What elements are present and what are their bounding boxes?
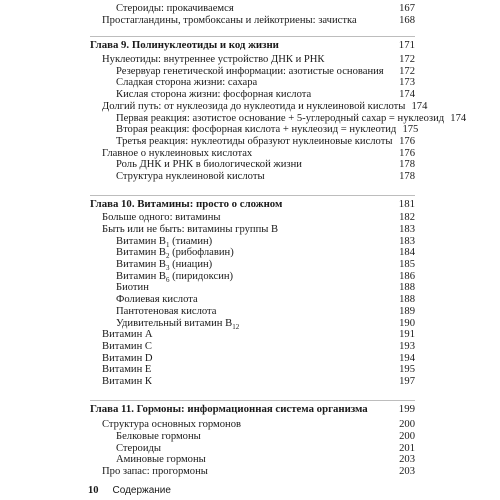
toc-entry-title: Простагландины, тромбоксаны и лейкотриены: зачистка <box>102 14 357 26</box>
toc-entry-page: 183 <box>399 235 415 247</box>
toc-entry-title: Витамин А <box>102 329 153 341</box>
toc-entry-page: 168 <box>399 14 415 26</box>
toc-entry <box>90 466 415 478</box>
toc-entry-page: 188 <box>399 282 415 294</box>
toc-entry <box>90 431 415 443</box>
toc-entry-page: 175 <box>402 124 419 136</box>
toc-entry-title: Биотин <box>116 282 149 294</box>
chapter-heading-11 <box>90 404 415 416</box>
toc-entry <box>90 159 415 171</box>
toc-entry <box>90 419 415 431</box>
toc-entry-page: 185 <box>399 259 415 271</box>
chapter-page: 199 <box>398 402 415 415</box>
toc-entry-title: Витамин С <box>102 340 152 352</box>
table-of-contents <box>90 0 467 478</box>
toc-entry <box>90 376 415 388</box>
toc-entry <box>90 443 415 455</box>
toc-entry-title: Фолиевая кислота <box>116 294 198 306</box>
toc-entry-page: 190 <box>399 317 415 329</box>
toc-entry-page: 174 <box>450 112 467 124</box>
chapter-heading-9 <box>90 40 415 52</box>
toc-entry-title: Витамин $B_2$ (рибофлавин) <box>116 247 234 261</box>
toc-entry-page: 189 <box>399 305 415 317</box>
toc-entry-page: 183 <box>399 224 415 235</box>
toc-entry <box>90 224 415 236</box>
chapter-title: Глава 11. Гормоны: информационная система организма <box>90 402 368 415</box>
toc-entry-page: 203 <box>399 466 415 478</box>
toc-entry-page: 197 <box>399 375 415 387</box>
toc-entry <box>90 329 415 341</box>
toc-entry-title: Белковые гормоны <box>116 431 201 442</box>
toc-entry <box>90 353 415 365</box>
toc-entry-page: 178 <box>399 159 415 171</box>
page-footer <box>88 485 171 496</box>
toc-entry-page: 176 <box>399 147 415 159</box>
toc-entry-page: 201 <box>399 442 415 454</box>
toc-entry <box>90 124 419 136</box>
toc-entry-title: Больше одного: витамины <box>102 212 221 224</box>
toc-entry-page: 186 <box>399 270 415 282</box>
toc-entry-page: 203 <box>399 454 415 466</box>
chapter-heading-10 <box>90 199 415 211</box>
toc-entry-page: 182 <box>399 212 415 224</box>
toc-entry-page: 172 <box>399 65 415 77</box>
chapter-title: Глава 9. Полинуклеотиды и код жизни <box>90 39 279 52</box>
toc-entry-page: 174 <box>399 89 415 101</box>
toc-entry-title: Витамин $B_3$ (ниацин) <box>116 259 213 273</box>
toc-entry <box>90 15 415 27</box>
toc-entry-title: Пантотеновая кислота <box>116 305 217 317</box>
toc-entry-page: 193 <box>399 340 415 352</box>
toc-entry-title: Витамин Е <box>102 364 152 376</box>
toc-entry-title: Третья реакция: нуклеотиды образуют нуклеиновые кислоты <box>116 135 393 147</box>
toc-entry-title: Резервуар генетической информации: азотистые основания <box>116 65 384 77</box>
toc-entry-page: 174 <box>411 100 428 112</box>
toc-entry-page: 184 <box>399 247 415 259</box>
toc-entry-page: 167 <box>399 3 415 14</box>
toc-entry-page: 191 <box>399 329 415 341</box>
toc-entry-page: 200 <box>399 419 415 431</box>
toc-entry-page: 176 <box>399 135 415 147</box>
toc-entry-title: Витамин D <box>102 352 153 364</box>
toc-entry <box>90 77 415 89</box>
toc-entry-page: 172 <box>399 54 415 66</box>
toc-entry-title: Стероиды <box>116 442 162 454</box>
toc-entry-title: Структура нуклеиновой кислоты <box>116 170 265 182</box>
toc-entry <box>90 364 415 376</box>
toc-entry-title: Роль ДНК и РНК в биологической жизни <box>116 159 302 171</box>
toc-entry <box>90 282 415 294</box>
running-footer-label: Содержание <box>112 485 171 496</box>
toc-entry-title: Быть или не быть: витамины группы В <box>102 224 279 235</box>
toc-entry <box>90 341 415 353</box>
chapter-page: 171 <box>398 39 415 52</box>
toc-entry <box>90 259 415 271</box>
toc-entry-title: Витамин К <box>102 375 152 387</box>
toc-entry <box>90 54 415 66</box>
toc-entry-title: Главное о нуклеиновых кислотах <box>102 147 253 159</box>
toc-entry <box>90 171 415 183</box>
toc-entry <box>90 306 415 318</box>
toc-entry-title: Витамин $B_6$ (пиридоксин) <box>116 270 234 284</box>
toc-entry <box>90 247 415 259</box>
toc-entry-page: 188 <box>399 294 415 306</box>
toc-entry <box>90 318 415 330</box>
toc-entry-page: 178 <box>399 170 415 182</box>
toc-entry <box>90 271 415 283</box>
page-number: 10 <box>88 485 99 496</box>
toc-entry <box>90 136 415 148</box>
toc-entry-title: Вторая реакция: фосфорная кислота + нуклеозид = нуклеотид <box>116 124 397 136</box>
toc-entry <box>90 148 415 160</box>
toc-entry <box>90 3 415 15</box>
toc-entry-title: Долгий путь: от нуклеозида до нуклеотида и нуклеиновой кислоты <box>102 100 406 112</box>
toc-entry <box>90 454 415 466</box>
toc-entry <box>90 66 415 78</box>
toc-entry-title: Про запас: прогормоны <box>102 466 208 478</box>
toc-entry-title: Структура основных гормонов <box>102 419 242 431</box>
toc-entry-title: Стероиды: прокачиваемся <box>116 3 234 14</box>
toc-entry-page: 194 <box>399 352 415 364</box>
chapter-divider <box>90 400 415 401</box>
toc-entry-title: Сладкая сторона жизни: сахара <box>116 77 258 89</box>
toc-entry-page: 200 <box>399 431 415 442</box>
toc-entry-title: Удивительный витамин $B_{12}$ <box>116 317 240 331</box>
toc-entry-page: 173 <box>399 77 415 89</box>
toc-entry <box>90 89 415 101</box>
chapter-title: Глава 10. Витамины: просто о сложном <box>90 197 283 210</box>
chapter-divider <box>90 36 415 37</box>
toc-entry-page: 195 <box>399 364 415 376</box>
toc-entry-title: Первая реакция: азотистое основание + 5-углеродный сахар = нуклеозид <box>116 112 445 124</box>
toc-entry-title: Нуклеотиды: внутреннее устройство ДНК и РНК <box>102 54 325 66</box>
toc-entry <box>90 294 415 306</box>
toc-entry <box>90 112 467 125</box>
chapter-page: 181 <box>398 197 415 210</box>
chapter-divider <box>90 195 415 196</box>
toc-entry <box>90 236 415 248</box>
toc-entry <box>90 212 415 224</box>
toc-entry-title: Витамин $B_1$ (тиамин) <box>116 235 213 249</box>
toc-entry-title: Кислая сторона жизни: фосфорная кислота <box>116 89 312 101</box>
toc-entry <box>90 100 428 113</box>
toc-entry-title: Аминовые гормоны <box>116 454 206 466</box>
